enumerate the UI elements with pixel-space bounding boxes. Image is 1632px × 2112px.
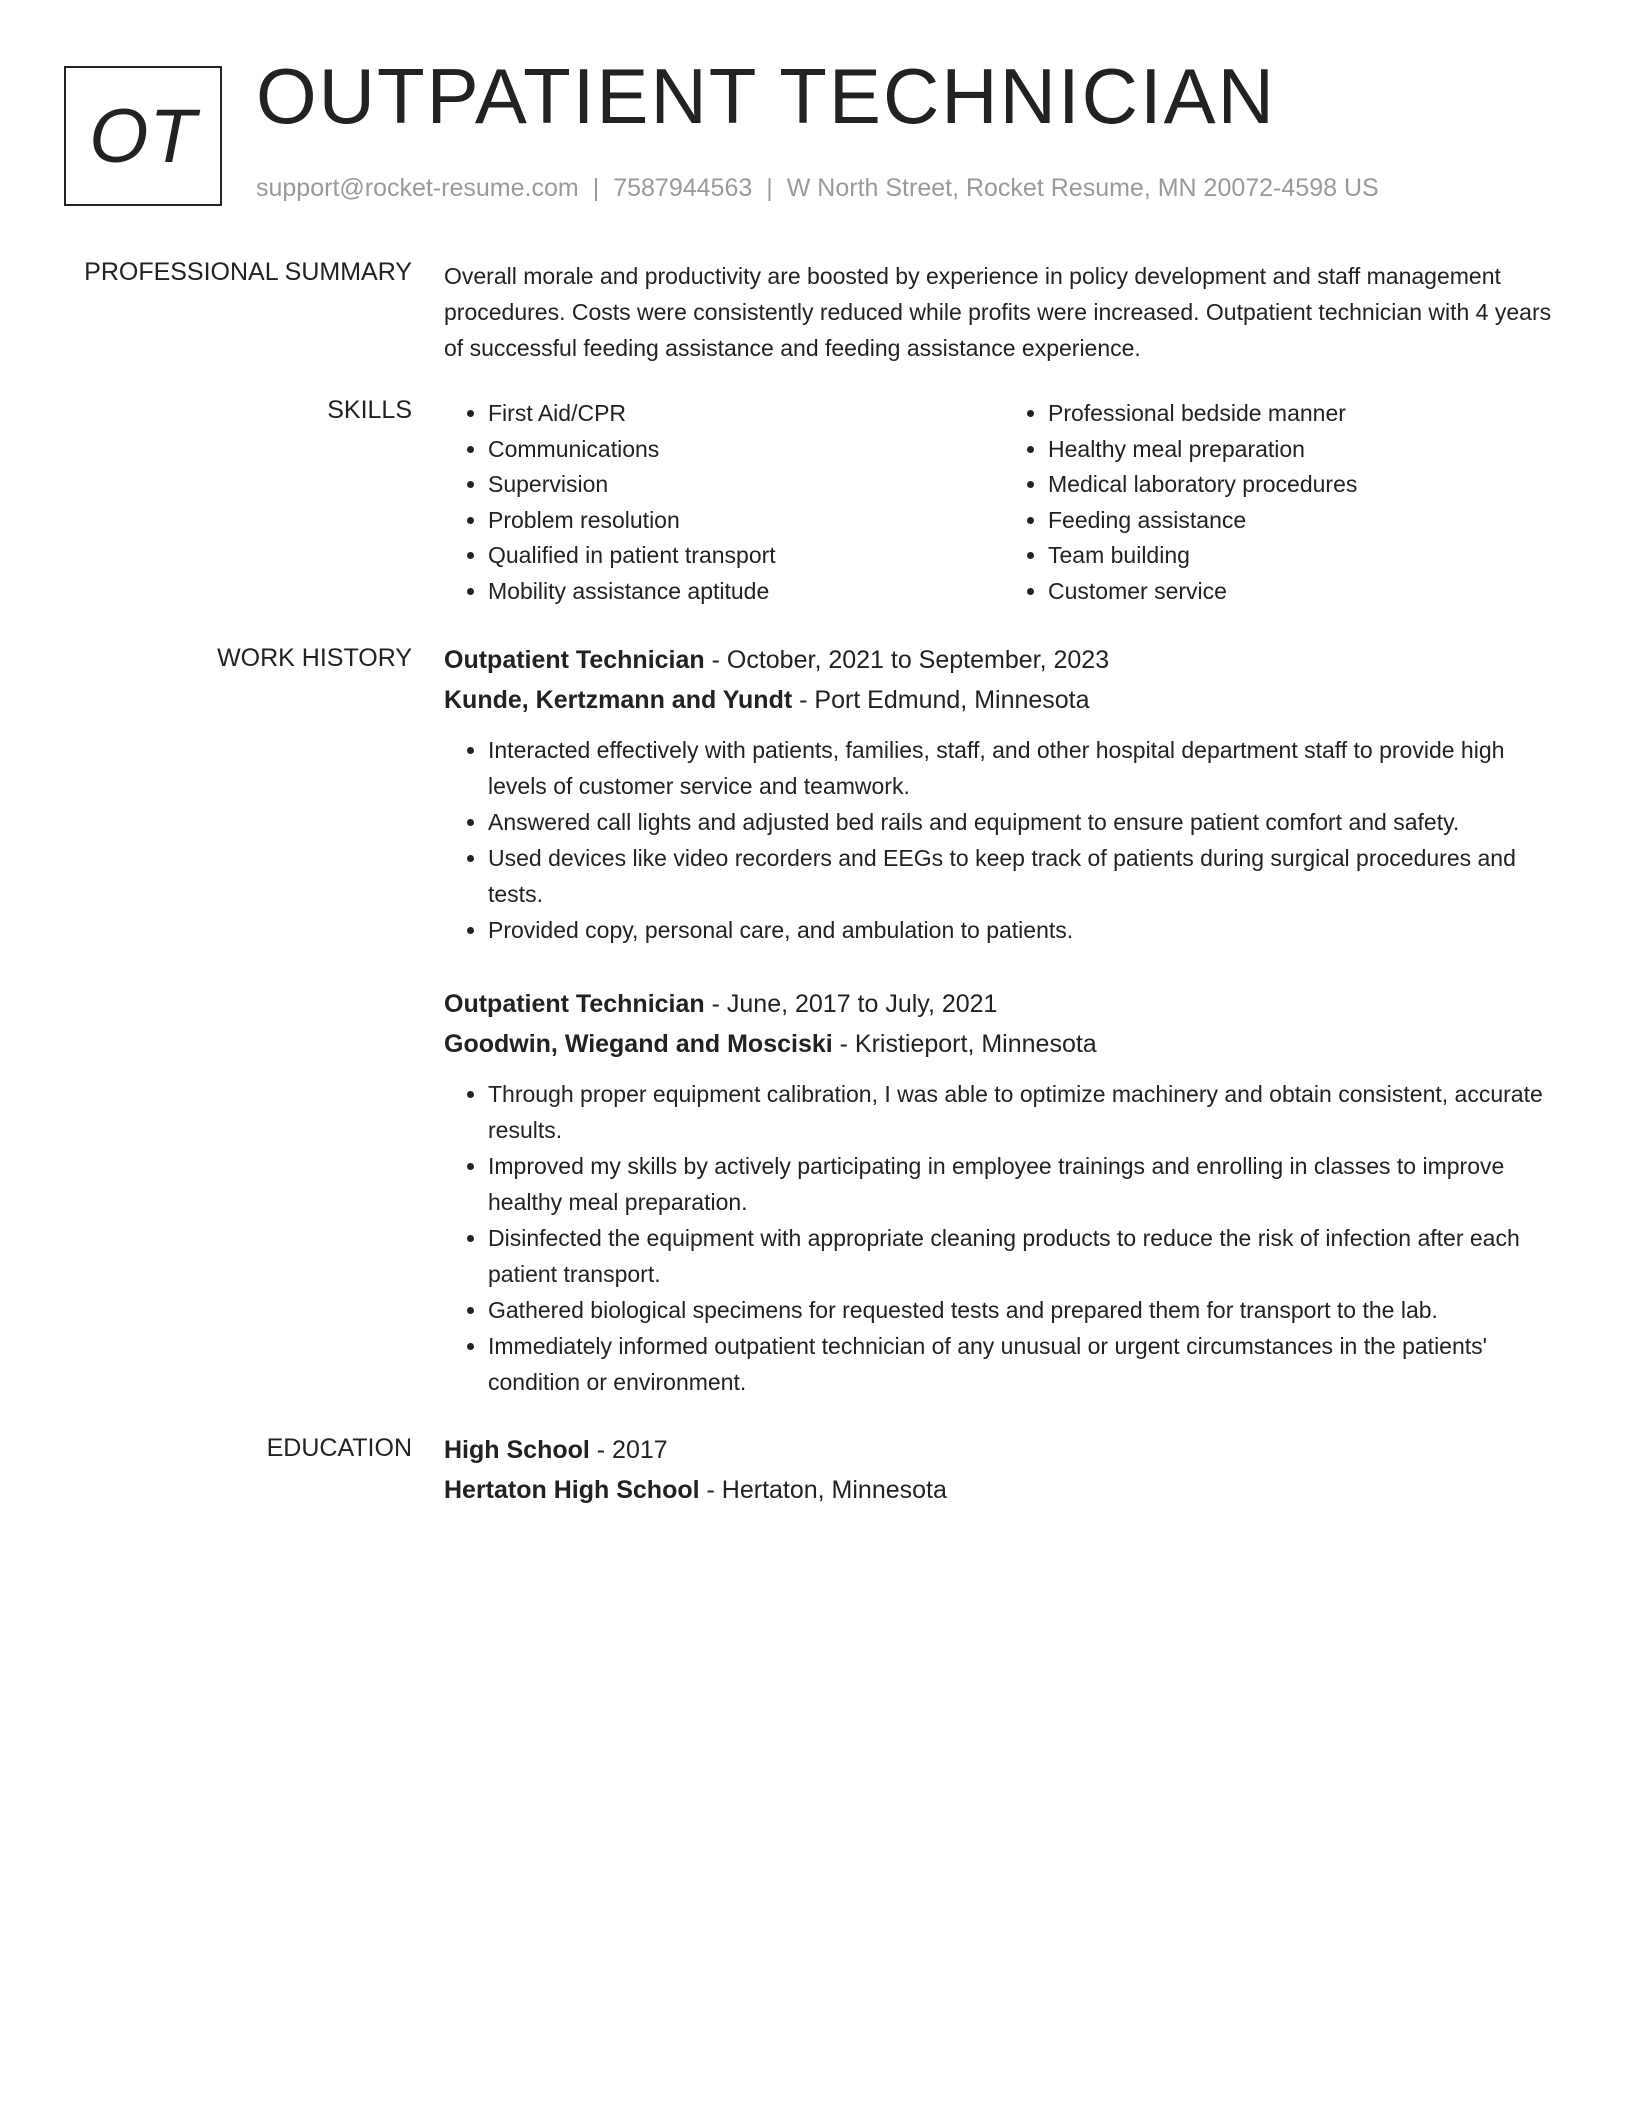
skills-body (444, 396, 1564, 609)
skill-item: • Mobility assistance aptitude (488, 574, 1004, 610)
skill-item: • First Aid/CPR (488, 396, 1004, 432)
job-company-line (444, 1024, 1564, 1064)
education-year: - 2017 (589, 1436, 668, 1464)
skill-item: • Feeding assistance (1048, 503, 1564, 539)
job-company: Goodwin, Wiegand and Mosciski (444, 1030, 833, 1058)
job-company: Kunde, Kertzmann and Yundt (444, 686, 793, 714)
skill-item: • Medical laboratory procedures (1048, 467, 1564, 503)
job-dates: - June, 2017 to July, 2021 (704, 990, 998, 1018)
education-heading: EDUCATION (266, 1434, 412, 1462)
skill-item: • Customer service (1048, 574, 1564, 610)
contact-separator: | (766, 174, 773, 202)
job-dates: - October, 2021 to September, 2023 (704, 646, 1110, 674)
job-bullet: • Gathered biological specimens for requested tests and prepared them for transport to the lab. (488, 1292, 1564, 1328)
job-company-line (444, 680, 1564, 720)
skills-grid (444, 396, 1564, 609)
job-role: Outpatient Technician (444, 646, 705, 674)
work-history-heading: WORK HISTORY (217, 644, 412, 672)
skill-item: • Qualified in patient transport (488, 538, 1004, 574)
job-entry (444, 640, 1564, 948)
skills-heading: SKILLS (327, 396, 412, 424)
job-bullet: • Interacted effectively with patients, families, staff, and other hospital department staff to provide high levels of customer service and teamwork. (488, 732, 1564, 804)
contact-email: support@rocket-resume.com (256, 174, 579, 202)
job-role: Outpatient Technician (444, 990, 705, 1018)
job-bullets (444, 1076, 1564, 1400)
monogram-initials: OT (89, 93, 197, 179)
job-location: - Port Edmund, Minnesota (792, 686, 1090, 714)
job-title-line (444, 984, 1564, 1024)
skill-item: • Healthy meal preparation (1048, 432, 1564, 468)
skill-item: • Communications (488, 432, 1004, 468)
job-bullet: • Disinfected the equipment with appropriate cleaning products to reduce the risk of infection after each patient transport. (488, 1220, 1564, 1292)
education-degree-line (444, 1430, 1564, 1470)
job-bullet: • Immediately informed outpatient technician of any unusual or urgent circumstances in the patients' condition or environment. (488, 1328, 1564, 1400)
job-location: - Kristieport, Minnesota (832, 1030, 1097, 1058)
education-school: Hertaton High School (444, 1476, 700, 1504)
job-bullet: • Improved my skills by actively participating in employee trainings and enrolling in classes to improve healthy meal preparation. (488, 1148, 1564, 1220)
job-bullet: • Provided copy, personal care, and ambulation to patients. (488, 912, 1564, 948)
summary-body (444, 258, 1564, 366)
skill-item: • Team building (1048, 538, 1564, 574)
job-bullet: • Through proper equipment calibration, I was able to optimize machinery and obtain consistent, accurate results. (488, 1076, 1564, 1148)
monogram-badge (64, 66, 222, 206)
education-school-line (444, 1470, 1564, 1510)
job-entry (444, 984, 1564, 1400)
contact-address: W North Street, Rocket Resume, MN 20072-4598 US (786, 174, 1379, 202)
job-title-line (444, 640, 1564, 680)
contact-line (256, 174, 1379, 203)
skill-item: • Professional bedside manner (1048, 396, 1564, 432)
skills-column-left (444, 396, 1004, 609)
skills-column-right (1004, 396, 1564, 609)
job-bullet: • Answered call lights and adjusted bed rails and equipment to ensure patient comfort and safety. (488, 804, 1564, 840)
summary-text: Overall morale and productivity are boosted by experience in policy development and staff management procedures. Costs were consistently reduced while profits were increased. Outpatient technician with 4 years of successful feeding assistance and feeding assistance experience. (444, 263, 1552, 361)
job-bullets (444, 732, 1564, 948)
contact-phone: 7587944563 (613, 174, 753, 202)
candidate-name: OUTPATIENT TECHNICIAN (256, 52, 1276, 140)
job-bullet: • Used devices like video recorders and EEGs to keep track of patients during surgical procedures and tests. (488, 840, 1564, 912)
summary-heading: PROFESSIONAL SUMMARY (84, 258, 412, 286)
education-degree: High School (444, 1436, 590, 1464)
skill-item: • Supervision (488, 467, 1004, 503)
education-body (444, 1430, 1564, 1510)
skill-item: • Problem resolution (488, 503, 1004, 539)
education-location: - Hertaton, Minnesota (699, 1476, 947, 1504)
work-history-body (444, 640, 1564, 1436)
contact-separator: | (592, 174, 600, 202)
